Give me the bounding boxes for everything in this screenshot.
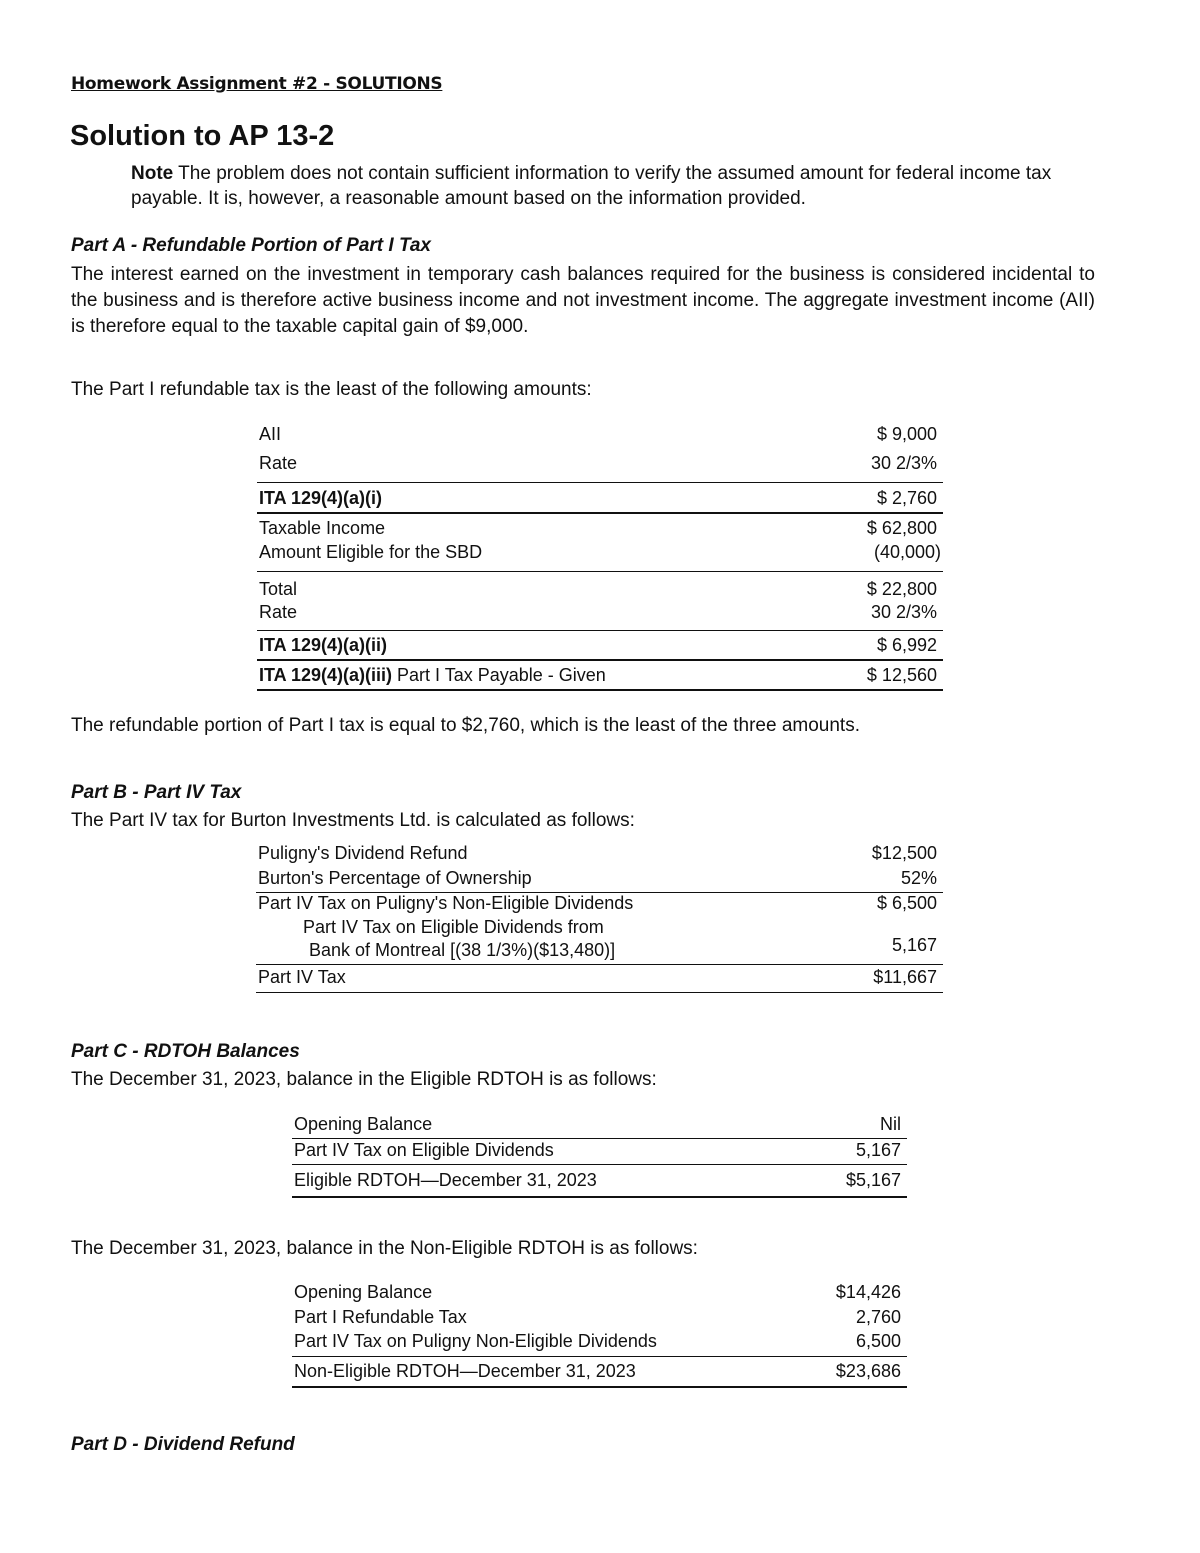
rule (257, 630, 943, 631)
part-a-paragraph: The interest earned on the investment in temporary cash balances required for the business is considered incidental to the business and is therefore active business income and not investment income. The aggregate investment income (AII) is therefore equal to the taxable capital gain of $9,000. (71, 264, 1095, 337)
rule (292, 1356, 907, 1357)
rule (256, 964, 943, 965)
rule (257, 659, 943, 661)
part-i-refundable-tax-table: AII $ 9,000 Rate 30 2/3% ITA 129(4)(a)(i) $ 2,760 Taxable Income $ 62,800 Amount Eligible for the SBD (40,000) Total $ 22,800 Rate 30 2/3% ITA 129(4)(a)(ii) $ 6,992 ITA 129(4)(a)(iii) Part I Tax Payable - Given $ 12,560 (257, 424, 943, 694)
rule (292, 1164, 907, 1165)
part-c-title: Part C - RDTOH Balances (71, 1041, 300, 1062)
eligible-rdtoh-table: Opening Balance Nil Part IV Tax on Eligible Dividends 5,167 Eligible RDTOH—December 31, 2023 $5,167 (292, 1114, 907, 1200)
solution-heading: Solution to AP 13-2 (70, 120, 335, 152)
non-eligible-rdtoh-table: Opening Balance $14,426 Part I Refundable Tax 2,760 Part IV Tax on Puligny Non-Eligible Dividends 6,500 Non-Eligible RDTOH—December 31, 2023 $23,686 (292, 1282, 907, 1392)
rule (257, 571, 943, 572)
part-a-intro: The Part I refundable tax is the least of the following amounts: (71, 379, 592, 400)
part-b-intro: The Part IV tax for Burton Investments Ltd. is calculated as follows: (71, 810, 635, 831)
rule (256, 992, 943, 993)
part-b-title: Part B - Part IV Tax (71, 782, 242, 803)
rule (292, 1386, 907, 1388)
part-a-conclusion: The refundable portion of Part I tax is equal to $2,760, which is the least of the three amounts. (71, 715, 860, 736)
rule (292, 1196, 907, 1198)
part-a-title: Part A - Refundable Portion of Part I Tax (71, 235, 431, 256)
rule (292, 1138, 907, 1139)
note-paragraph (131, 161, 1091, 211)
part-iv-tax-table: Puligny's Dividend Refund $12,500 Burton's Percentage of Ownership 52% Part IV Tax on Puligny's Non-Eligible Dividends $ 6,500 Part IV Tax on Eligible Dividends from Bank of Montreal [(38 1/3%)($13,480)] 5,167 Part IV Tax $11,667 (256, 843, 943, 995)
note-label: Note (131, 163, 174, 184)
note-text: The problem does not contain sufficient information to verify the assumed amount for federal income tax payable. It is, however, a reasonable amount based on the information provided. (131, 163, 1052, 209)
assignment-title: Homework Assignment #2 - SOLUTIONS (71, 74, 443, 94)
rule (257, 512, 943, 514)
part-c-intro-eligible: The December 31, 2023, balance in the Eligible RDTOH is as follows: (71, 1069, 657, 1090)
rule (257, 689, 943, 691)
part-d-title: Part D - Dividend Refund (71, 1434, 295, 1455)
rule (257, 482, 943, 483)
part-c-intro-non-eligible: The December 31, 2023, balance in the Non-Eligible RDTOH is as follows: (71, 1238, 698, 1259)
